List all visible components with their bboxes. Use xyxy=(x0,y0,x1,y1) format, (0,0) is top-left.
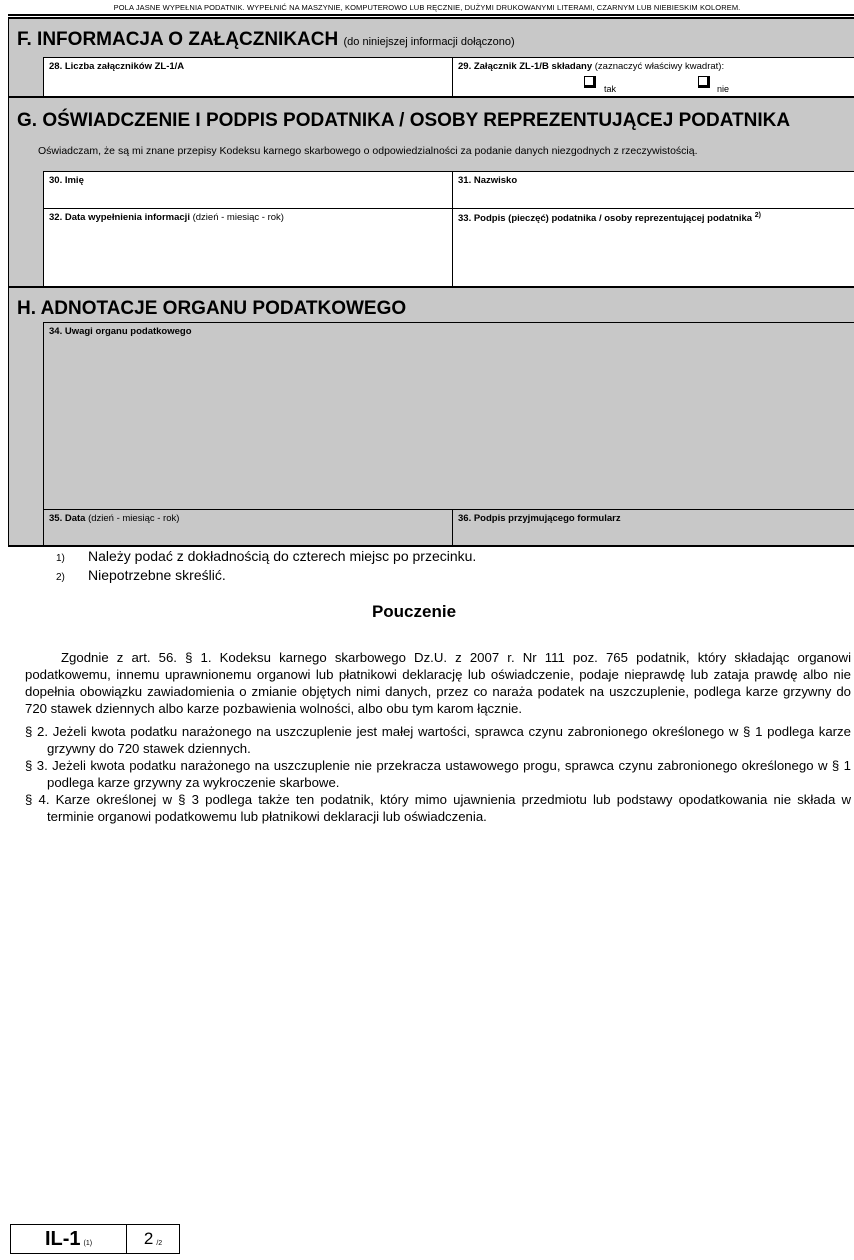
page-number: 2 /2 xyxy=(143,1229,163,1248)
checkbox-yes-label: tak xyxy=(604,84,617,94)
field-31-last-name[interactable] xyxy=(452,171,854,208)
checkbox-no[interactable] xyxy=(698,76,710,88)
section-g-title: G. OŚWIADCZENIE I PODPIS PODATNIKA / OSOBY REPREZENTUJĄCEJ PODATNIKA xyxy=(17,110,791,131)
field-28-attachments-count[interactable] xyxy=(43,57,452,96)
header-divider xyxy=(8,14,854,16)
form-footer xyxy=(10,1224,180,1254)
section-f-subtitle: (do niniejszej informacji dołączono) xyxy=(343,36,515,48)
field-36-label: 36. Podpis przyjmującego formularz xyxy=(458,513,621,524)
field-34-label: 34. Uwagi organu podatkowego xyxy=(49,326,192,337)
section-h-title: H. ADNOTACJE ORGANU PODATKOWEGO xyxy=(17,298,407,319)
field-34-authority-remarks xyxy=(43,322,854,509)
header-note: POLA JASNE WYPEŁNIA PODATNIK. WYPEŁNIĆ NA MASZYNIE, KOMPUTEROWO LUB RĘCZNIE, DUŻYMI DRUKOWANYMI LITERAMI, CZARNYM LUB NIEBIESKIM KOLOREM. xyxy=(113,3,741,12)
field-33-signature[interactable] xyxy=(452,208,854,286)
section-g xyxy=(8,96,854,286)
pouczenie-par-2: § 2. Jeżeli kwota podatku narażonego na uszczuplenie jest małej wartości, sprawca czynu zabronionego określonego w § 1 podlega karze grzywny do 720 stawek dziennych. xyxy=(25,724,851,756)
checkbox-no-label: nie xyxy=(717,84,730,94)
checkbox-yes[interactable] xyxy=(584,76,596,88)
field-30-label: 30. Imię xyxy=(49,175,84,186)
field-32-fill-date[interactable] xyxy=(43,208,452,286)
section-f xyxy=(8,17,854,96)
section-f-title: F. INFORMACJA O ZAŁĄCZNIKACH (do niniejszej informacji dołączono) xyxy=(17,29,515,50)
form-code: IL-1 (1) xyxy=(11,1225,127,1253)
field-28-label: 28. Liczba załączników ZL-1/A xyxy=(49,61,185,72)
pouczenie-par-4: § 4. Karze określonej w § 3 podlega także ten podatnik, który mimo ujawnienia przedmiotu lub podstawy opodatkowania nie składa w terminie organowi podatkowemu lub płatnikowi deklaracji lub oświadczenia. xyxy=(25,792,851,824)
field-29-attachment-zl1b xyxy=(452,57,854,96)
field-32-label: 32. Data wypełnienia informacji (dzień - miesiąc - rok) xyxy=(49,212,284,223)
section-h xyxy=(8,286,854,546)
section-h-bottom-border xyxy=(8,545,854,547)
statement-text: Oświadczam, że są mi znane przepisy Kodeksu karnego skarbowego o odpowiedzialności za podanie danych niezgodnych z rzeczywistością. xyxy=(38,145,698,157)
pouczenie-par-3: § 3. Jeżeli kwota podatku narażonego na uszczuplenie nie przekracza ustawowego progu, sprawca czynu zabronionego określonego w § 1 podlega karze grzywny za wykroczenie skarbowe. xyxy=(25,758,851,790)
field-31-label: 31. Nazwisko xyxy=(458,175,518,186)
field-30-first-name[interactable] xyxy=(43,171,452,208)
field-33-label: 33. Podpis (pieczęć) podatnika / osoby reprezentującej podatnika $^{2)}$ xyxy=(458,212,761,225)
field-29-label: 29. Załącznik ZL-1/B składany (zaznaczyć właściwy kwadrat): xyxy=(458,61,725,72)
footnote-2: 2) Niepotrzebne skreślić. xyxy=(56,567,226,583)
field-35-label: 35. Data (dzień - miesiąc - rok) xyxy=(49,513,180,524)
footnote-1: 1) Należy podać z dokładnością do czterech miejsc po przecinku. xyxy=(56,548,477,564)
pouczenie-intro: Zgodnie z art. 56. § 1. Kodeksu karnego skarbowego Dz.U. z 2007 r. Nr 111 poz. 765 podatnik, który składając organowi podatkowemu, innemu uprawnionemu organowi lub płatnikowi deklarację lub oświadczenie, podaje nieprawdę lub zataja prawdę albo nie dopełnia obowiązku zawiadomienia o zmianie objętych nimi danych, przez co naraża podatek na uszczuplenie, podlega karze grzywny do 720 stawek dziennych albo karze pozbawienia wolności, albo obu tym karom łącznie. xyxy=(25,650,851,716)
pouczenie-title: Pouczenie xyxy=(371,602,457,621)
field-35-date xyxy=(43,509,452,547)
field-36-receiver-signature xyxy=(452,509,854,547)
